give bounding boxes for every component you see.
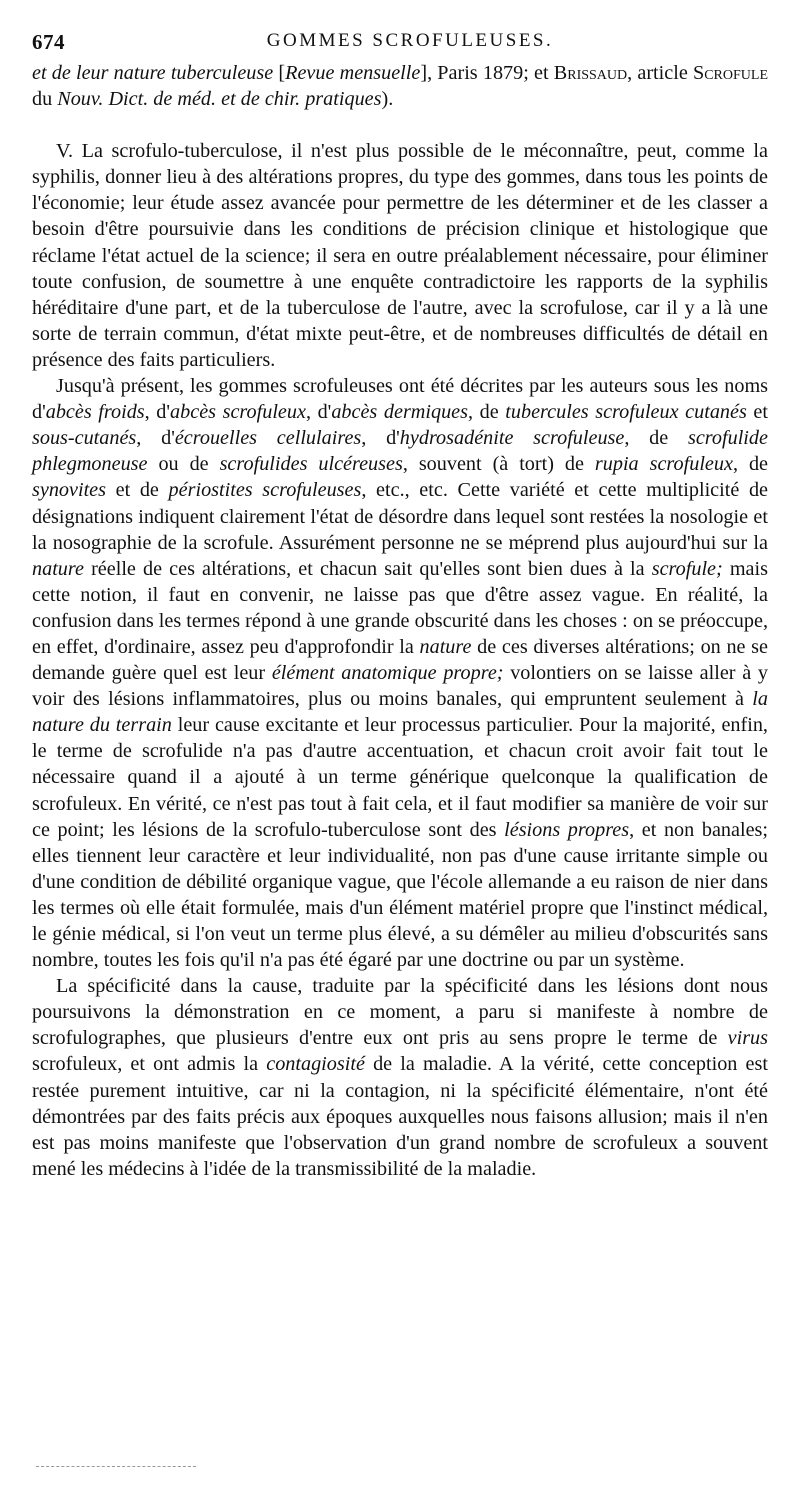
running-head xyxy=(32,26,768,60)
text-run: , d' xyxy=(136,427,175,450)
paragraph-gap xyxy=(32,112,768,138)
text-run: La spécificité dans la cause, traduite par la spécificité dans les lésions dont nous poursuivons la démonstration en ce moment, a paru si manifeste à nombre de scrofulographes, que plusieurs d'entre eux ont pris au sens propre le terme de xyxy=(32,975,768,1050)
dictionary-title: Nouv. Dict. de méd. et de chir. pratiques xyxy=(57,88,382,111)
italic-term: contagiosité xyxy=(266,1053,365,1076)
italic-term: lésions propres xyxy=(504,818,630,841)
italic-term: scrofulides ulcéreuses xyxy=(219,453,403,476)
italic-term: la nature du terrain xyxy=(32,688,768,737)
text-run: , etc., etc. Cette variété et cette multiplicité de désignations indiquent clairement l'état de désordre dans lequel sont restées la nosologie et la nosographie de la scrofule. Assurément personne ne se méprend plus aujourd'hui sur la xyxy=(32,479,769,554)
paragraph-3 xyxy=(32,973,768,1182)
footer-rule xyxy=(36,1466,196,1467)
text-run: , d' xyxy=(361,427,400,450)
text-run: , souvent (à tort) de xyxy=(402,453,595,476)
text-run: , de xyxy=(468,401,506,424)
text-run: V. La scrofulo-tuberculose, il n'est plus possible de le méconnaître, peut, comme la syphilis, donner lieu à des altérations propres, du type des gommes, dans tous les points de l'économie; leur étude assez avancée pour permettre de les déterminer et de les classer a besoin d'être poursuivie dans les conditions de précision clinique et histologique que réclame l'état actuel de la science; il sera en outre préalablement nécessaire, pour éliminer toute confusion, de soumettre à une enquête contradictoire les rapports de la syphilis héréditaire d'une part, et de la tuberculose de l'autre, avec la scrofulose, car il y a là une sorte de terrain commun, d'état mixte peut-être, et de nombreuses difficultés de détail en présence des faits particuliers. xyxy=(32,140,768,371)
text-run: mais cette notion, il faut en convenir, ne laisse pas que d'être assez vague. En réalité, la confusion dans les termes répond à une grande obscurité dans les choses : on se préoccupe, en effet, d'ordinaire, assez peu d'approfondir la xyxy=(32,557,768,658)
text-run: , d' xyxy=(144,401,171,424)
text-run: scrofuleux, et ont admis la xyxy=(32,1053,267,1076)
text-run: volontiers on se laisse aller à y voir des lésions inflammatoires, plus ou moins banales, qui empruntent seulement à xyxy=(32,662,768,711)
text-run: Jusqu'à présent, les gommes scrofuleuses ont été décrites par les auteurs sous les noms d' xyxy=(32,375,768,424)
text-run: et xyxy=(746,401,769,424)
text-run: leur cause excitante et leur processus particulier. Pour la majorité, enfin, le terme de scrofulide n'a pas d'autre accentuation, et chacun croit avoir fait tout le nécessaire quand il a ajouté à un terme générique quelconque la qualification de scrofuleux. En vérité, ce n'est pas tout à fait cela, et il faut modifier sa manière de voir sur ce point; les lésions de la scrofulo-tuberculose sont des xyxy=(32,714,768,841)
italic-term: abcès dermiques xyxy=(331,401,468,424)
italic-term: sous-cutanés xyxy=(32,427,137,450)
italic-term: nature xyxy=(419,635,472,658)
book-page xyxy=(32,26,768,1476)
paragraph-2 xyxy=(32,373,768,973)
article-title: Scrofule xyxy=(692,62,768,84)
section-v-paragraph xyxy=(32,138,768,373)
text-run: [ xyxy=(273,62,286,84)
text-run: ). xyxy=(381,88,394,111)
text-run: ], Paris 1879; et xyxy=(420,62,554,84)
italic-term: scrofule; xyxy=(651,557,723,580)
text-run: , de xyxy=(624,427,688,450)
text-run: ou de xyxy=(147,453,220,476)
text-run: , article xyxy=(627,62,693,84)
italic-term: périostites scrofuleuses xyxy=(168,479,362,502)
italic-term: abcès scrofuleux xyxy=(170,401,306,424)
running-title: GOMMES SCROFULEUSES. xyxy=(266,30,554,51)
italic-term: nature xyxy=(32,557,84,580)
text-run: du xyxy=(32,88,58,111)
italic-term: écrouelles cellulaires xyxy=(174,427,362,450)
italic-term: tubercules scrofuleux cutanés xyxy=(505,401,747,424)
italic-term: synovites xyxy=(32,479,106,502)
body-text xyxy=(32,60,768,1182)
italic-term: rupia scrofuleux xyxy=(594,453,733,476)
italic-text: et de leur nature tuberculeuse xyxy=(32,62,274,84)
page-number: 674 xyxy=(32,30,65,54)
italic-term: hydrosadénite scrofuleuse xyxy=(399,427,625,450)
text-run: réelle de ces altérations, et chacun sait qu'elles sont bien dues à la xyxy=(83,557,652,580)
italic-term: élément anatomique propre; xyxy=(271,662,504,685)
text-run: , de xyxy=(732,453,768,476)
italic-term: scrofulide phlegmoneuse xyxy=(32,427,768,476)
text-run: de la maladie. A la vérité, cette conception est restée purement intuitive, car ni la contagion, ni la spécificité élémentaire, n'ont été démontrées par des faits précis aux époques auxquelles nous faisons allusion; mais il n'en est pas moins manifeste que l'observation d'un grand nombre de scrofuleux a souvent mené les médecins à l'idée de la transmissibilité de la maladie. xyxy=(32,1053,768,1180)
reference-continuation xyxy=(32,60,768,112)
italic-term: virus xyxy=(727,1027,768,1050)
author-name: Brissaud xyxy=(553,62,628,84)
text-run: , d' xyxy=(305,401,332,424)
text-run: et de xyxy=(106,479,169,502)
italic-term: abcès froids xyxy=(45,401,145,424)
text-run: de ces diverses altérations; on ne se demande guère quel est leur xyxy=(32,635,768,685)
text-run: , et non banales; elles tiennent leur caractère et leur individualité, non pas d'une cause irritante simple ou d'une condition de débilité organique vague, que l'école allemande a eu raison de nier dans les termes où elle était formulée, mais d'un élément matériel propre que l'instinct médical, le génie médical, si l'on veut un terme plus élevé, a su démêler au milieu d'obscurités sans nombre, toutes les fois qu'il n'a pas été égaré par une doctrine ou par un système. xyxy=(32,818,768,972)
journal-title: Revue mensuelle xyxy=(285,62,421,84)
